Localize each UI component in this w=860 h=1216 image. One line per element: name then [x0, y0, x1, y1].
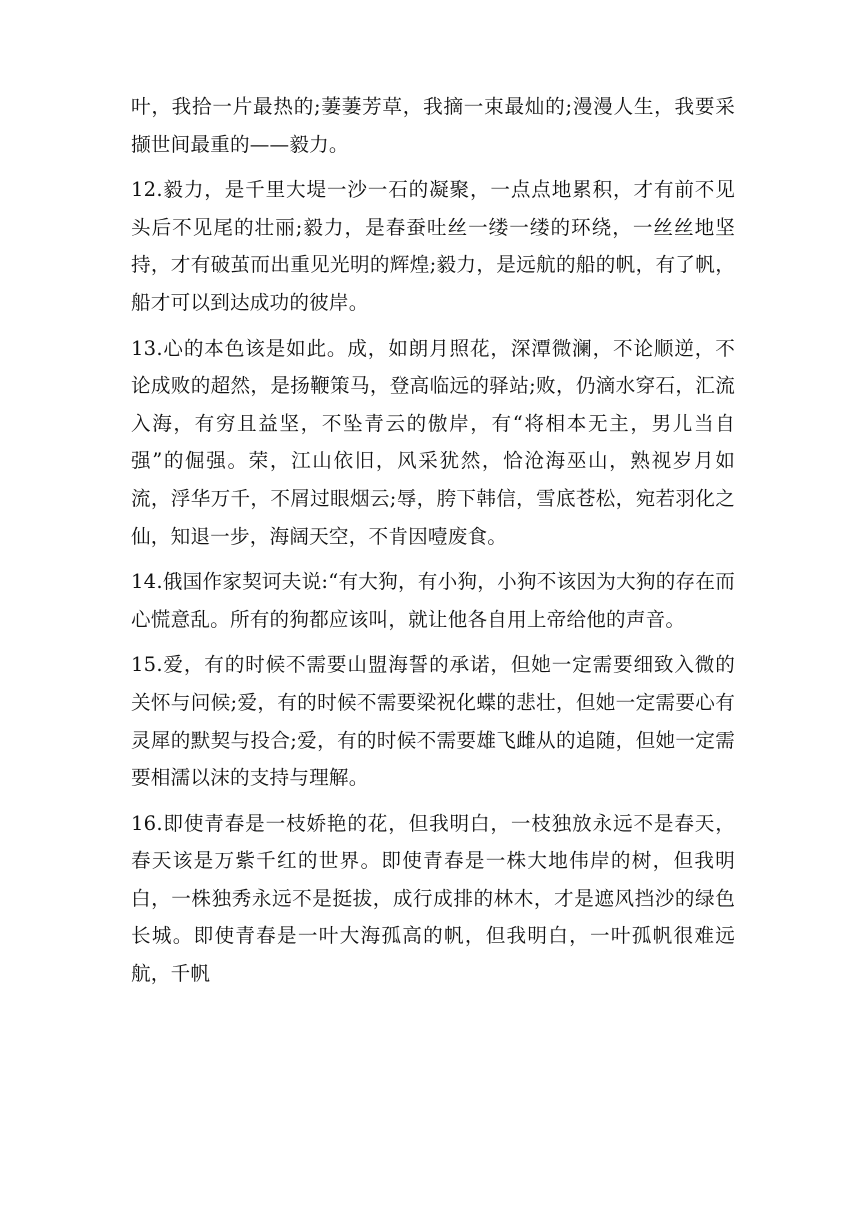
paragraph-16: 16.即使青春是一枝娇艳的花，但我明白，一枝独放永远不是春天，春天该是万紫千红的世界。即使青春是一株大地伟岸的树，但我明白，一株独秀永远不是挺拔，成行成排的林木，才是遮风挡沙的绿色长城。即使青春是一叶大海孤高的帆，但我明白，一叶孤帆很难远航，千帆: [131, 811, 735, 986]
paragraph-intro: 叶，我拾一片最热的;萋萋芳草，我摘一束最灿的;漫漫人生，我要采撷世间最重的——毅力。: [131, 95, 735, 156]
paragraph-12: 12.毅力，是千里大堤一沙一石的凝聚，一点点地累积，才有前不见头后不见尾的壮丽;毅力，是春蚕吐丝一缕一缕的环绕，一丝丝地坚持，才有破茧而出重见光明的辉煌;毅力，是远航的船的帆，有了帆，船才可以到达成功的彼岸。: [131, 178, 735, 314]
paragraph-15: 15.爱，有的时候不需要山盟海誓的承诺，但她一定需要细致入微的关怀与问候;爱，有的时候不需要梁祝化蝶的悲壮，但她一定需要心有灵犀的默契与投合;爱，有的时候不需要雄飞雌从的追随，但她一定需要相濡以沫的支持与理解。: [131, 653, 735, 790]
paragraph-14: 14.俄国作家契诃夫说:“有大狗，有小狗，小狗不该因为大狗的存在而心慌意乱。所有的狗都应该叫，就让他各自用上帝给他的声音。: [131, 570, 735, 631]
document-body: [131, 88, 735, 1001]
paragraph-13: 13.心的本色该是如此。成，如朗月照花，深潭微澜，不论顺逆，不论成败的超然，是扬鞭策马，登高临远的驿站;败，仍滴水穿石，汇流入海，有穷且益坚，不坠青云的傲岸，有“将相本无主，男儿当自强”的倔强。荣，江山依旧，风采犹然，恰沧海巫山，熟视岁月如流，浮华万千，不屑过眼烟云;辱，胯下韩信，雪底苍松，宛若羽化之仙，知退一步，海阔天空，不肯因噎废食。: [131, 336, 735, 548]
